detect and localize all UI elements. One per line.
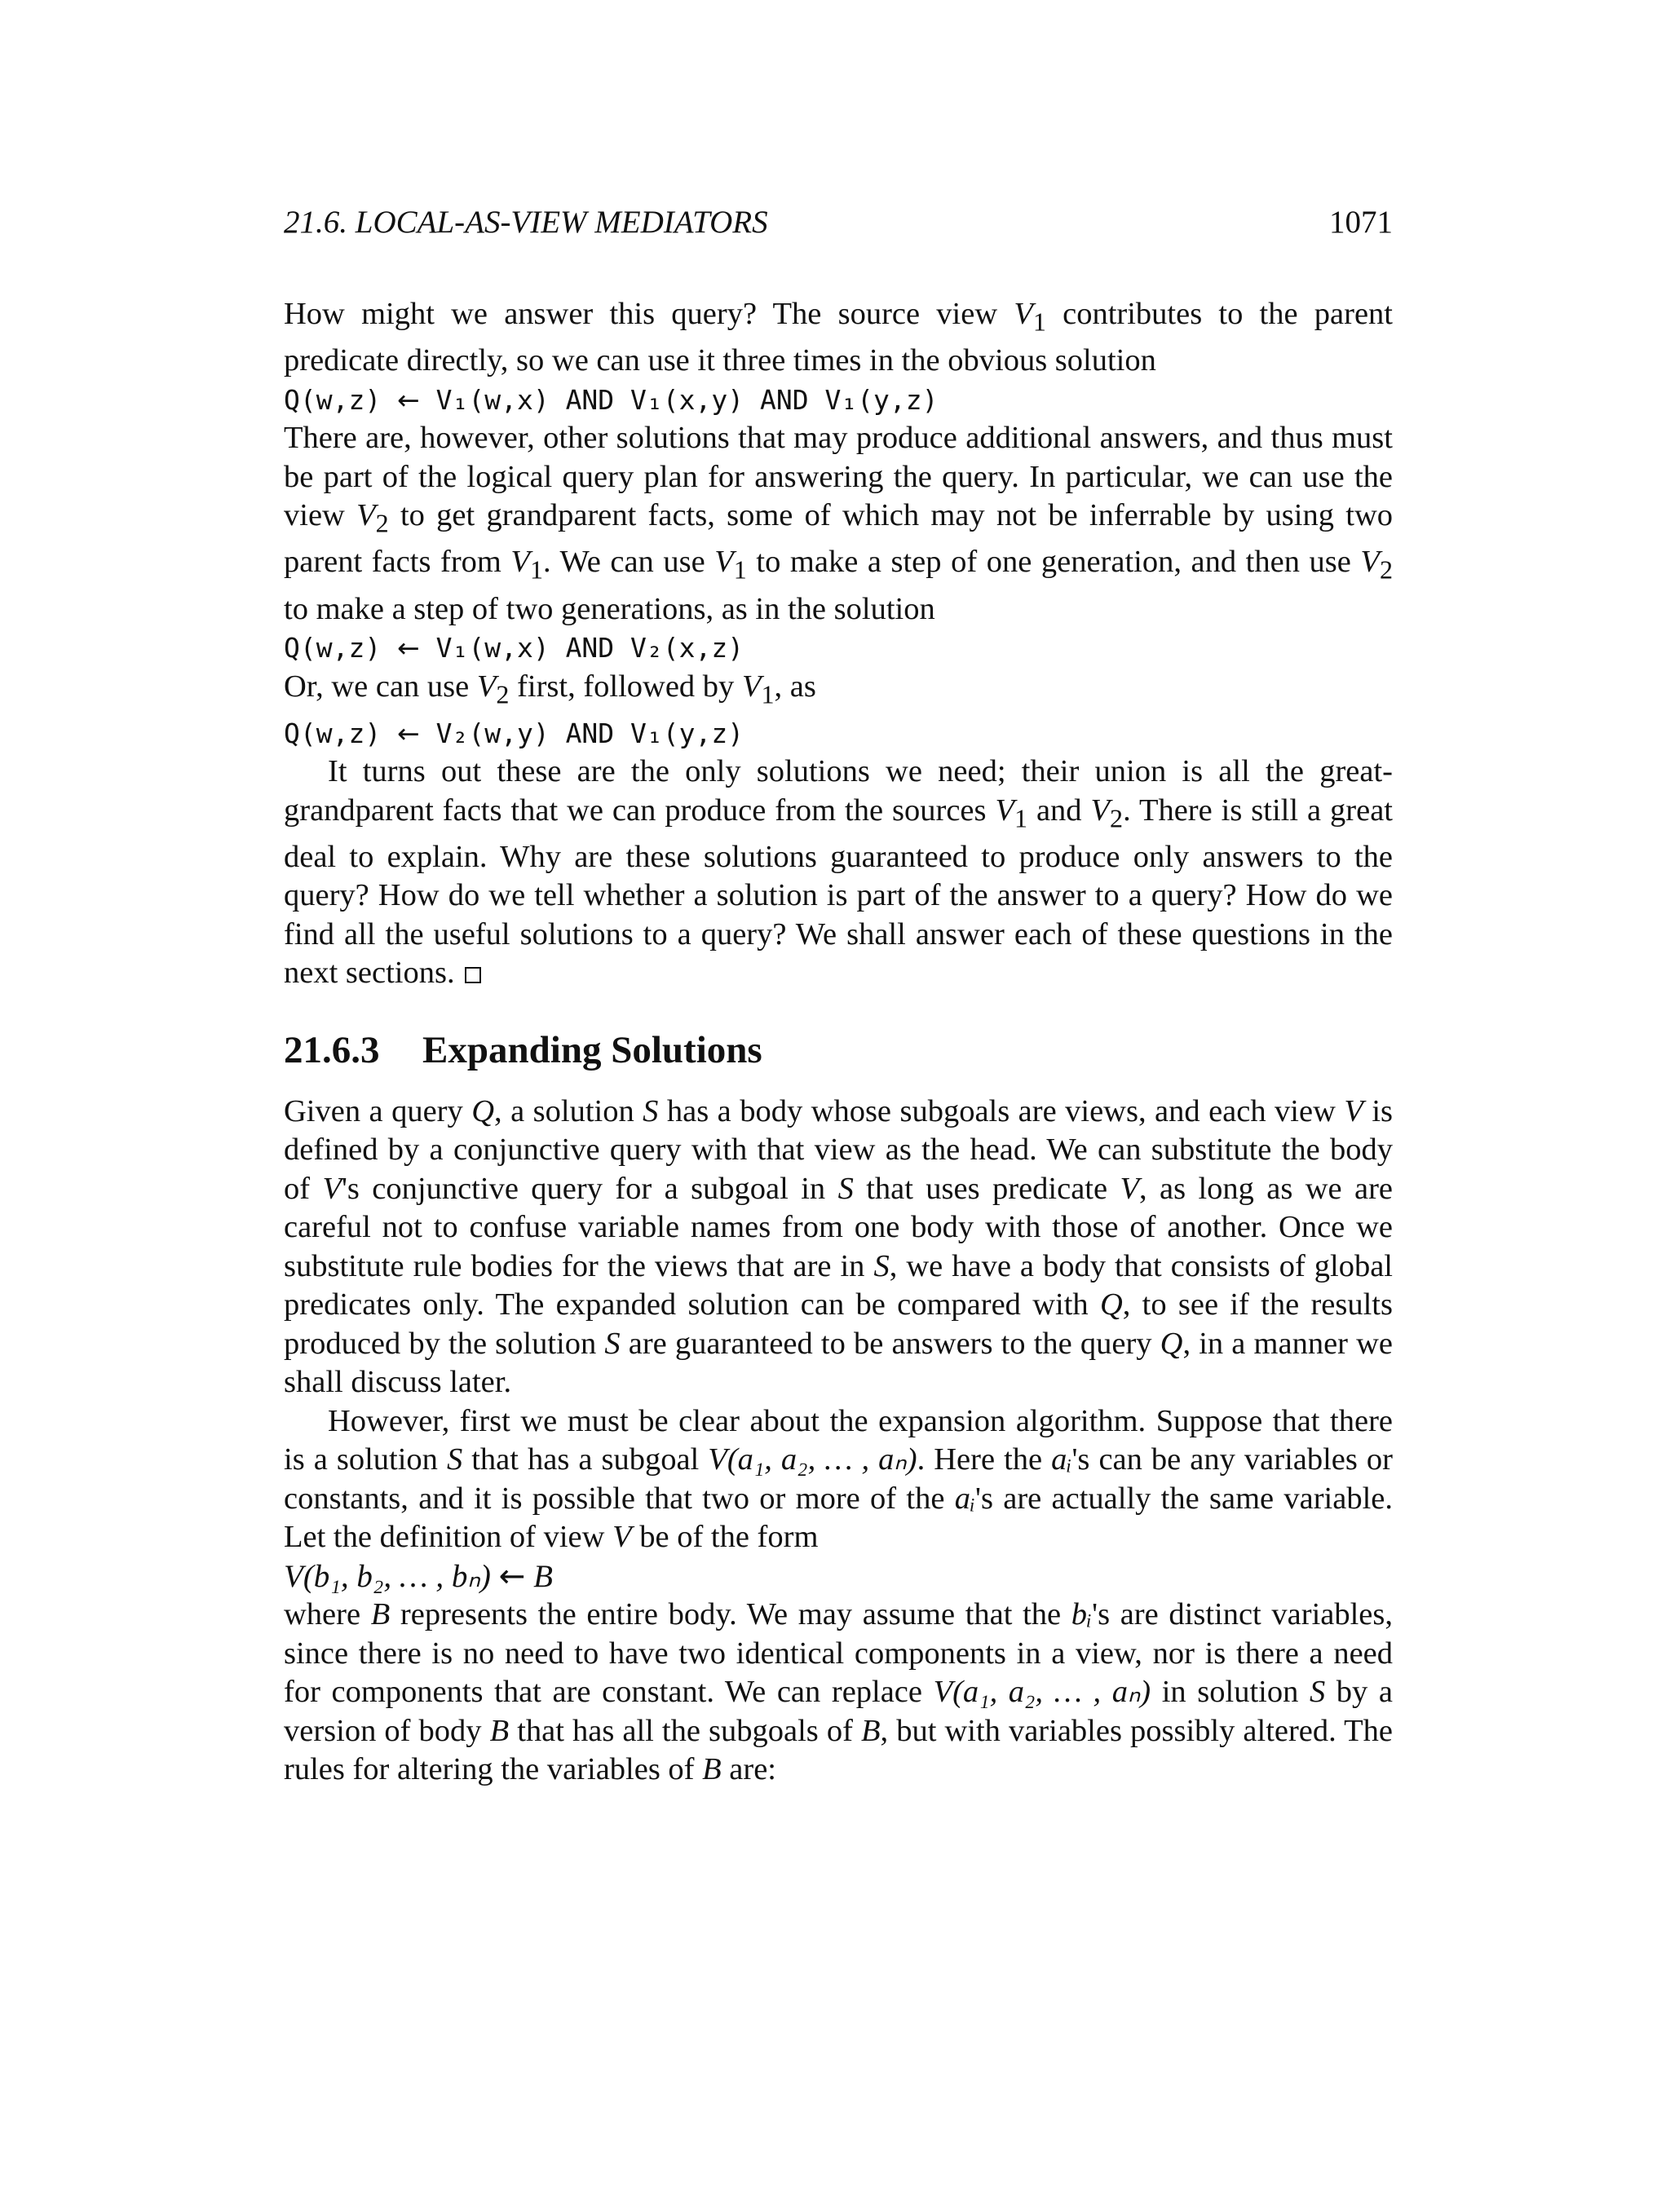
subsection-heading xyxy=(284,1026,1393,1075)
running-header xyxy=(284,204,1393,253)
paragraph-3: Or, we can use $V_2$ first, followed by $V_1$, as xyxy=(284,669,816,709)
paragraph-6: However, first we must be clear about the expansion algorithm. Suppose that there is a solution S that has a subgoal V(a₁, a₂, … , aₙ). Here the aᵢ's can be any variables or constants, and it is possible that two or more of the aᵢ's are actually the same variable. Let the definition of view V be of the form xyxy=(284,1403,1394,1555)
end-of-example-icon xyxy=(465,967,481,983)
section-title: 21.6. LOCAL-AS-VIEW MEDIATORS xyxy=(284,205,768,240)
page-body xyxy=(284,295,1393,1790)
paragraph-4: It turns out these are the only solutions we need; their union is all the great-grandparent facts that we can produce from the sources $V_1$ and $V_2$. There is still a great deal to explain. Why are these solutions guaranteed to produce only answers to the query? How do we tell whether a solution is part of the answer to a query? How do we find all the useful solutions to a query? We shall answer each of these questions in the next sections. xyxy=(284,754,1393,991)
paragraph-1: How might we answer this query? The source view $V_1$ contributes to the parent predicate directly, so we can use it three times in the obvious solution xyxy=(284,297,1393,378)
display-view-definition: V(b₁, b₂, … , bₙ) ← B xyxy=(284,1557,553,1595)
paragraph-7: where B represents the entire body. We may assume that the bᵢ's are distinct variables, since there is no need to have two identical components in a view, nor is there a need for components that are constant. We can replace V(a₁, a₂, … , aₙ) in solution S by a version of body B that has all the subgoals of B, but with variables possibly altered. The rules for altering the variables of B are: xyxy=(284,1597,1393,1787)
paragraph-5: Given a query Q, a solution S has a body whose subgoals are views, and each view V is defined by a conjunctive query with that view as the head. We can substitute the body of V's conjunctive query for a subgoal in S that uses predicate V, as long as we are careful not to confuse variable names from one body with those of another. Once we substitute rule bodies for the views that are in S, we have a body that consists of global predicates only. The expanded solution can be compared with Q, to see if the results produced by the solution S are guaranteed to be answers to the query Q, in a manner we shall discuss later. xyxy=(284,1093,1393,1400)
display-rule-3: Q(w,z) ← V₂(w,y) AND V₁(y,z) xyxy=(284,717,744,749)
display-rule-1: Q(w,z) ← V₁(w,x) AND V₁(x,y) AND V₁(y,z) xyxy=(284,383,939,416)
subsection-title: Expanding Solutions xyxy=(422,1028,762,1071)
display-rule-2: Q(w,z) ← V₁(w,x) AND V₂(x,z) xyxy=(284,632,744,664)
page-number: 1071 xyxy=(1329,205,1393,240)
subsection-number: 21.6.3 xyxy=(284,1028,380,1071)
paragraph-2: There are, however, other solutions that may produce additional answers, and thus must be part of the logical query plan for answering the query. In particular, we can use the view $V_2$ to get grandparent facts, some of which may not be inferrable by using two parent facts from $V_1$. We can use $V_1$ to make a step of one generation, and then use $V_2$ to make a step of two generations, as in the solution xyxy=(284,421,1393,626)
